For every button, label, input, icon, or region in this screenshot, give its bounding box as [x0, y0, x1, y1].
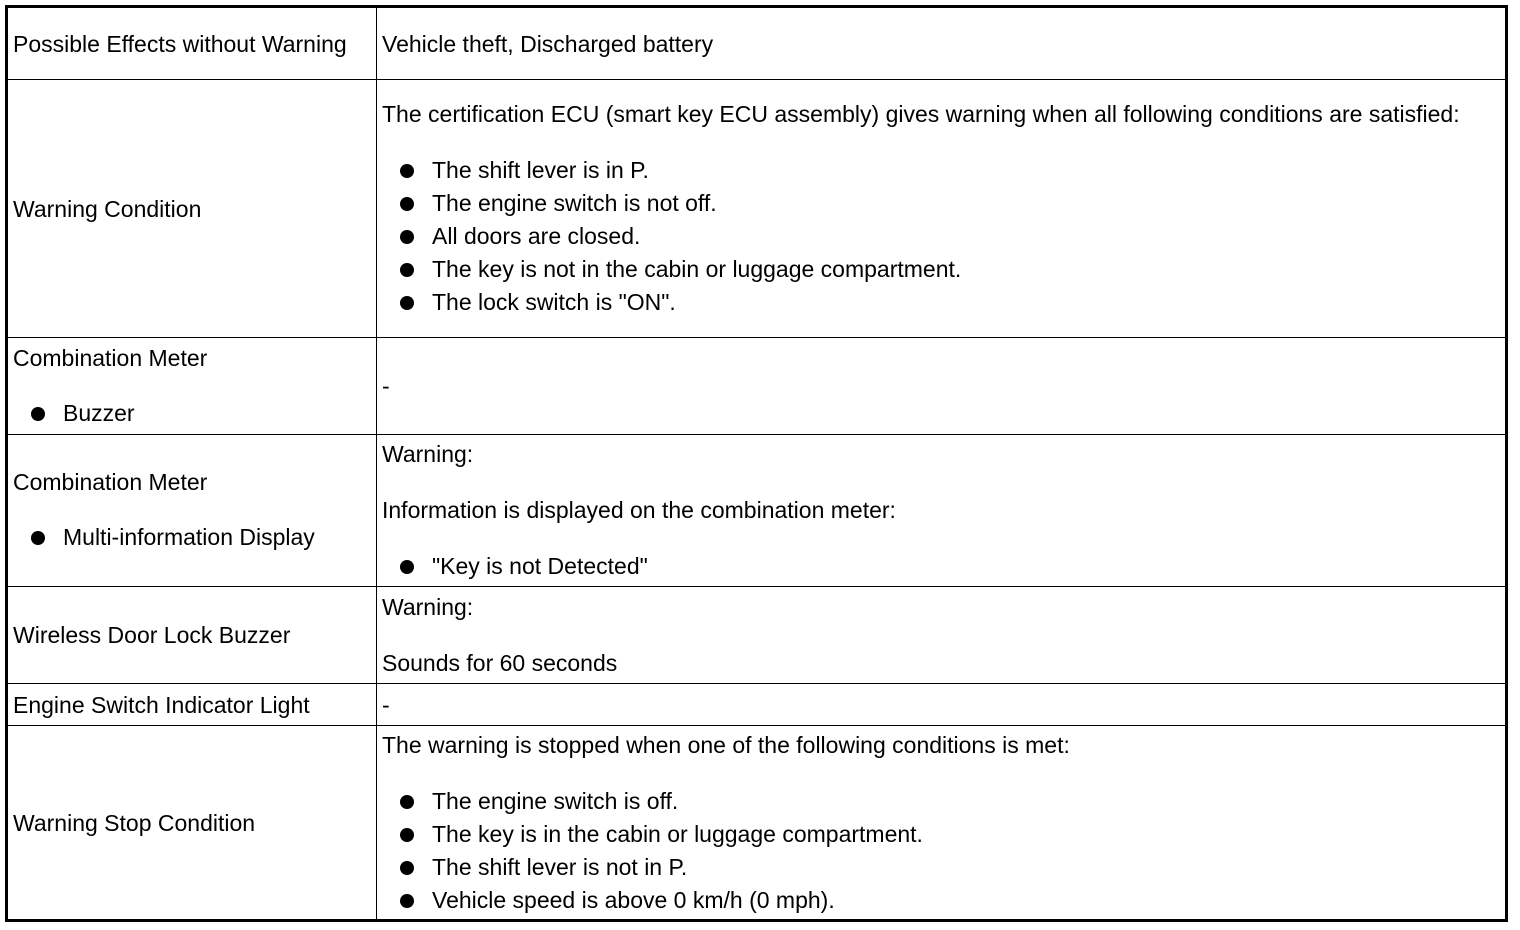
bullet-icon: [31, 407, 45, 421]
list-item: [400, 187, 1500, 220]
row-value-cell: [377, 726, 1507, 921]
list-item-text: Buzzer: [63, 399, 135, 426]
row-warning-text: Warning:: [382, 441, 474, 467]
message-list: [382, 550, 1500, 583]
list-item-text: The shift lever is not in P.: [432, 853, 688, 880]
list-item: [400, 818, 1500, 851]
row-label-cell: [7, 684, 377, 726]
row-intro-text: The warning is stopped when one of the following conditions is met:: [382, 731, 1070, 758]
warning-specification-table: [5, 5, 1508, 922]
row-label-cell: [7, 587, 377, 684]
row-value-cell: [377, 338, 1507, 435]
row-label-cell: [7, 80, 377, 338]
table-row: [7, 435, 1507, 587]
row-value-cell: [377, 587, 1507, 684]
row-label: Combination Meter: [13, 469, 208, 495]
table-row: [7, 80, 1507, 338]
list-item-text: Multi-information Display: [63, 524, 315, 550]
list-item-text: All doors are closed.: [432, 223, 641, 249]
list-item: [31, 521, 371, 554]
bullet-icon: [400, 296, 414, 310]
row-value-text: Sounds for 60 seconds: [382, 650, 618, 676]
row-label: Warning Condition: [13, 195, 202, 222]
list-item: [400, 851, 1500, 884]
list-item-text: The lock switch is "ON".: [432, 289, 676, 315]
row-intro-text: Information is displayed on the combination meter:: [382, 497, 896, 523]
table-row: [7, 726, 1507, 921]
row-label: Wireless Door Lock Buzzer: [13, 622, 291, 648]
bullet-icon: [400, 197, 414, 211]
row-label: Warning Stop Condition: [13, 809, 256, 836]
row-label-cell: [7, 726, 377, 921]
table-row: [7, 338, 1507, 435]
list-item-text: Vehicle speed is above 0 km/h (0 mph).: [432, 886, 835, 913]
list-item: [31, 397, 371, 430]
list-item: [400, 550, 1500, 583]
list-item-text: The engine switch is not off.: [432, 190, 717, 216]
list-item: [400, 220, 1500, 253]
row-value-cell: [377, 7, 1507, 80]
bullet-icon: [400, 828, 414, 842]
row-intro-text: The certification ECU (smart key ECU assembly) gives warning when all following conditions are satisfied:: [382, 101, 1460, 127]
list-item: [400, 253, 1500, 286]
condition-list: [382, 154, 1500, 319]
bullet-icon: [400, 263, 414, 277]
row-value-text: Vehicle theft, Discharged battery: [382, 30, 714, 57]
list-item-text: The key is not in the cabin or luggage compartment.: [432, 256, 962, 282]
table-row: [7, 7, 1507, 80]
row-warning-text: Warning:: [382, 594, 474, 620]
row-value-cell: [377, 684, 1507, 726]
table-row: [7, 684, 1507, 726]
bullet-icon: [400, 894, 414, 908]
label-sublist: [13, 397, 371, 430]
list-item: [400, 286, 1500, 319]
label-sublist: [13, 521, 371, 554]
row-label-cell: [7, 435, 377, 587]
row-label-cell: [7, 338, 377, 435]
list-item-text: The shift lever is in P.: [432, 157, 649, 183]
bullet-icon: [400, 795, 414, 809]
list-item: [400, 884, 1500, 917]
list-item: [400, 154, 1500, 187]
row-value-cell: [377, 435, 1507, 587]
list-item-text: The key is in the cabin or luggage compartment.: [432, 820, 923, 847]
row-label-cell: [7, 7, 377, 80]
bullet-icon: [400, 560, 414, 574]
list-item-text: "Key is not Detected": [432, 553, 648, 579]
row-value-text: -: [382, 373, 390, 399]
list-item-text: The engine switch is off.: [432, 787, 679, 814]
row-label: Engine Switch Indicator Light: [13, 691, 310, 718]
condition-list: [382, 785, 1500, 917]
list-item: [400, 785, 1500, 818]
bullet-icon: [400, 164, 414, 178]
bullet-icon: [31, 531, 45, 545]
bullet-icon: [400, 861, 414, 875]
row-value-cell: [377, 80, 1507, 338]
row-label: Combination Meter: [13, 344, 208, 371]
row-value-text: -: [382, 691, 390, 718]
row-label: Possible Effects without Warning: [13, 30, 347, 57]
table-row: [7, 587, 1507, 684]
bullet-icon: [400, 230, 414, 244]
